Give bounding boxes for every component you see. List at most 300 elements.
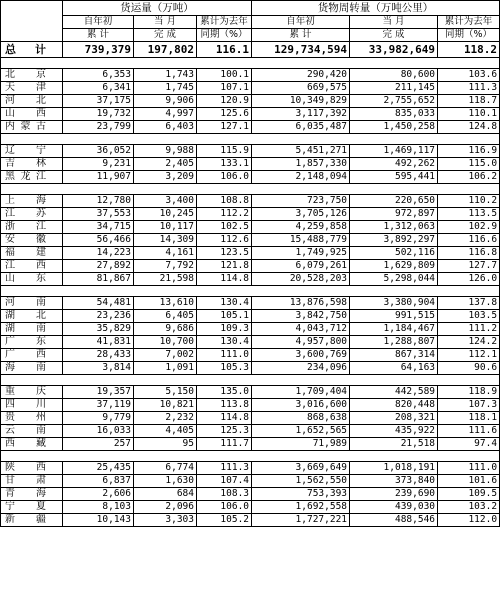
spacer-cell [63,134,134,145]
region-name: 青 海 [1,488,63,501]
cell: 12,780 [63,195,134,208]
cell: 120.9 [197,95,252,108]
cell: 6,403 [134,121,197,134]
cell: 81,867 [63,273,134,286]
spacer-cell [197,375,252,386]
region-name: 西 藏 [1,438,63,451]
spacer-cell [350,58,438,69]
table-row [1,121,500,134]
cell: 1,469,117 [350,145,438,158]
region-name: 山 东 [1,273,63,286]
region-name: 湖 北 [1,310,63,323]
table-row [1,145,500,158]
header-yoy-sub: 同期（%） [438,29,500,42]
cell: 108.3 [197,488,252,501]
spacer-cell [350,375,438,386]
cell: 116.1 [197,42,252,58]
cell: 4,043,712 [252,323,350,336]
header-ytd: 自年初 [63,16,134,29]
cell: 7,002 [134,349,197,362]
cell: 442,589 [350,386,438,399]
cell: 116.6 [438,234,500,247]
spacer-cell [197,286,252,297]
cell: 114.8 [197,273,252,286]
group-spacer [1,375,500,386]
region-name: 福 建 [1,247,63,260]
cell: 54,481 [63,297,134,310]
cell: 10,700 [134,336,197,349]
cell: 20,528,203 [252,273,350,286]
region-name: 新 疆 [1,514,63,527]
cell: 135.0 [197,386,252,399]
cell: 106.0 [197,171,252,184]
spacer-cell [350,286,438,297]
cell: 3,117,392 [252,108,350,121]
table-row [1,462,500,475]
cell: 23,799 [63,121,134,134]
table-row [1,425,500,438]
table-row [1,69,500,82]
table-row [1,95,500,108]
cell: 16,033 [63,425,134,438]
cell: 1,288,807 [350,336,438,349]
spacer-cell [252,58,350,69]
spacer-cell [63,286,134,297]
table-row [1,514,500,527]
header-freight-turnover: 货物周转量（万吨公里） [252,1,500,16]
cell: 6,837 [63,475,134,488]
cell: 1,652,565 [252,425,350,438]
region-name: 四 川 [1,399,63,412]
spacer-cell [438,58,500,69]
cell: 10,245 [134,208,197,221]
header-month-sub: 完 成 [350,29,438,42]
header-ytd-sub: 累 计 [252,29,350,42]
spacer-cell [252,375,350,386]
table-row [1,195,500,208]
cell: 3,209 [134,171,197,184]
total-row [1,42,500,58]
cell: 34,715 [63,221,134,234]
region-name: 辽 宁 [1,145,63,158]
table-row [1,297,500,310]
cell: 439,030 [350,501,438,514]
cell: 5,451,271 [252,145,350,158]
cell: 23,236 [63,310,134,323]
cell: 3,669,649 [252,462,350,475]
cell: 1,184,467 [350,323,438,336]
cell: 127.7 [438,260,500,273]
region-name: 黑龙江 [1,171,63,184]
cell: 10,821 [134,399,197,412]
cell: 121.8 [197,260,252,273]
spacer-cell [134,286,197,297]
spacer-cell [1,451,63,462]
cell: 4,259,858 [252,221,350,234]
cell: 115.9 [197,145,252,158]
cell: 101.6 [438,475,500,488]
cell: 19,732 [63,108,134,121]
cell: 3,600,769 [252,349,350,362]
spacer-cell [350,184,438,195]
cell: 373,840 [350,475,438,488]
table-row [1,336,500,349]
cell: 10,349,829 [252,95,350,108]
cell: 118.9 [438,386,500,399]
header-yoy-sub: 同期（%） [197,29,252,42]
cell: 133.1 [197,158,252,171]
region-name: 安 徽 [1,234,63,247]
region-name: 北 京 [1,69,63,82]
region-name: 天 津 [1,82,63,95]
cell: 835,033 [350,108,438,121]
cell: 21,518 [350,438,438,451]
cell: 25,435 [63,462,134,475]
cell: 2,755,652 [350,95,438,108]
table-row [1,323,500,336]
cell: 116.9 [438,145,500,158]
cell: 2,096 [134,501,197,514]
cell: 111.0 [197,349,252,362]
cell: 1,692,558 [252,501,350,514]
cell: 103.2 [438,501,500,514]
spacer-cell [438,286,500,297]
header-ytd: 自年初 [252,16,350,29]
cell: 109.5 [438,488,500,501]
cell: 8,103 [63,501,134,514]
cell: 105.1 [197,310,252,323]
cell: 103.6 [438,69,500,82]
region-name: 吉 林 [1,158,63,171]
region-name: 浙 江 [1,221,63,234]
cell: 6,405 [134,310,197,323]
cell: 1,630 [134,475,197,488]
cell: 123.5 [197,247,252,260]
cell: 6,035,487 [252,121,350,134]
cell: 111.0 [438,462,500,475]
cell: 3,400 [134,195,197,208]
cell: 127.1 [197,121,252,134]
cell: 1,745 [134,82,197,95]
region-name: 内蒙古 [1,121,63,134]
spacer-cell [438,134,500,145]
spacer-cell [438,451,500,462]
cell: 1,018,191 [350,462,438,475]
cell: 125.6 [197,108,252,121]
cell: 21,598 [134,273,197,286]
cell: 107.3 [438,399,500,412]
cell: 19,357 [63,386,134,399]
cell: 116.8 [438,247,500,260]
cell: 435,922 [350,425,438,438]
cell: 36,052 [63,145,134,158]
cell: 118.2 [438,42,500,58]
cell: 112.6 [197,234,252,247]
cell: 15,488,779 [252,234,350,247]
spacer-cell [350,451,438,462]
spacer-cell [134,375,197,386]
cell: 6,774 [134,462,197,475]
cell: 595,441 [350,171,438,184]
cell: 5,298,044 [350,273,438,286]
cell: 6,341 [63,82,134,95]
cell: 669,575 [252,82,350,95]
cell: 1,749,925 [252,247,350,260]
table-row [1,260,500,273]
cell: 820,448 [350,399,438,412]
cell: 3,705,126 [252,208,350,221]
total-label: 总 计 [1,42,63,58]
header-yoy: 累计为去年 [438,16,500,29]
cell: 4,161 [134,247,197,260]
table-row [1,438,500,451]
cell: 102.5 [197,221,252,234]
header-month: 当 月 [350,16,438,29]
cell: 64,163 [350,362,438,375]
cell: 2,606 [63,488,134,501]
cell: 1,091 [134,362,197,375]
cell: 111.2 [438,323,500,336]
table-row [1,488,500,501]
cell: 37,553 [63,208,134,221]
cell: 239,690 [350,488,438,501]
spacer-cell [197,58,252,69]
cell: 211,145 [350,82,438,95]
cell: 118.1 [438,412,500,425]
spacer-cell [252,184,350,195]
spacer-cell [197,134,252,145]
cell: 2,232 [134,412,197,425]
spacer-cell [63,375,134,386]
cell: 1,727,221 [252,514,350,527]
spacer-cell [134,184,197,195]
header-blank [1,1,63,42]
cell: 124.8 [438,121,500,134]
table-row [1,158,500,171]
region-name: 贵 州 [1,412,63,425]
cell: 100.1 [197,69,252,82]
cell: 112.1 [438,349,500,362]
cell: 9,231 [63,158,134,171]
region-name: 重 庆 [1,386,63,399]
cell: 1,709,404 [252,386,350,399]
cell: 1,450,258 [350,121,438,134]
cell: 111.3 [438,82,500,95]
cell: 9,686 [134,323,197,336]
table-row [1,310,500,323]
region-name: 湖 南 [1,323,63,336]
cell: 37,119 [63,399,134,412]
cell: 102.9 [438,221,500,234]
cell: 95 [134,438,197,451]
cell: 290,420 [252,69,350,82]
cell: 3,892,297 [350,234,438,247]
cell: 113.5 [438,208,500,221]
cell: 113.8 [197,399,252,412]
header-freight-volume: 货运量（万吨） [63,1,252,16]
cell: 130.4 [197,297,252,310]
cell: 114.8 [197,412,252,425]
group-spacer [1,184,500,195]
spacer-cell [252,134,350,145]
region-name: 甘 肃 [1,475,63,488]
region-name: 河 北 [1,95,63,108]
cell: 27,892 [63,260,134,273]
cell: 109.3 [197,323,252,336]
cell: 991,515 [350,310,438,323]
cell: 6,079,261 [252,260,350,273]
cell: 110.1 [438,108,500,121]
cell: 125.3 [197,425,252,438]
cell: 80,600 [350,69,438,82]
spacer-cell [1,286,63,297]
cell: 105.3 [197,362,252,375]
cell: 103.5 [438,310,500,323]
cell: 10,143 [63,514,134,527]
cell: 220,650 [350,195,438,208]
cell: 137.8 [438,297,500,310]
cell: 13,876,598 [252,297,350,310]
spacer-cell [134,134,197,145]
cell: 37,175 [63,95,134,108]
cell: 111.7 [197,438,252,451]
cell: 28,433 [63,349,134,362]
cell: 105.2 [197,514,252,527]
cell: 4,405 [134,425,197,438]
cell: 6,353 [63,69,134,82]
header-month: 当 月 [134,16,197,29]
cell: 14,223 [63,247,134,260]
cell: 5,150 [134,386,197,399]
group-spacer [1,451,500,462]
region-name: 云 南 [1,425,63,438]
table-row [1,234,500,247]
spacer-cell [1,375,63,386]
cell: 3,814 [63,362,134,375]
cell: 112.0 [438,514,500,527]
spacer-cell [252,451,350,462]
cell: 2,405 [134,158,197,171]
table-row [1,221,500,234]
cell: 867,314 [350,349,438,362]
cell: 723,750 [252,195,350,208]
cell: 106.0 [197,501,252,514]
region-name: 江 苏 [1,208,63,221]
cell: 110.2 [438,195,500,208]
cell: 11,907 [63,171,134,184]
region-name: 江 西 [1,260,63,273]
cell: 107.4 [197,475,252,488]
cell: 14,309 [134,234,197,247]
cell: 107.1 [197,82,252,95]
spacer-cell [197,184,252,195]
cell: 1,562,550 [252,475,350,488]
cell: 97.4 [438,438,500,451]
header-month-sub: 完 成 [134,29,197,42]
spacer-cell [63,451,134,462]
table-row [1,171,500,184]
cell: 9,779 [63,412,134,425]
group-spacer [1,286,500,297]
region-name: 山 西 [1,108,63,121]
cell: 9,988 [134,145,197,158]
cell: 9,906 [134,95,197,108]
spacer-cell [438,375,500,386]
table-row [1,501,500,514]
spacer-cell [1,184,63,195]
cell: 868,638 [252,412,350,425]
table-row [1,208,500,221]
spacer-cell [134,451,197,462]
cell: 3,303 [134,514,197,527]
table-row [1,349,500,362]
cell: 3,842,750 [252,310,350,323]
table-row [1,362,500,375]
cell: 10,117 [134,221,197,234]
spacer-cell [1,58,63,69]
cell: 972,897 [350,208,438,221]
table-row [1,247,500,260]
cell: 126.0 [438,273,500,286]
cell: 488,546 [350,514,438,527]
cell: 234,096 [252,362,350,375]
cell: 753,393 [252,488,350,501]
table-row [1,399,500,412]
header-ytd-sub: 累 计 [63,29,134,42]
spacer-cell [63,58,134,69]
cell: 257 [63,438,134,451]
spacer-cell [252,286,350,297]
cell: 111.3 [197,462,252,475]
region-name: 河 南 [1,297,63,310]
cell: 35,829 [63,323,134,336]
group-spacer [1,58,500,69]
cell: 90.6 [438,362,500,375]
cell: 739,379 [63,42,134,58]
cell: 129,734,594 [252,42,350,58]
cell: 56,466 [63,234,134,247]
spacer-cell [197,451,252,462]
region-name: 广 西 [1,349,63,362]
cell: 71,989 [252,438,350,451]
region-name: 陕 西 [1,462,63,475]
cell: 13,610 [134,297,197,310]
cell: 124.2 [438,336,500,349]
spacer-cell [438,184,500,195]
cell: 197,802 [134,42,197,58]
cell: 208,321 [350,412,438,425]
cell: 492,262 [350,158,438,171]
table-row [1,475,500,488]
table-row [1,412,500,425]
cell: 2,148,094 [252,171,350,184]
cell: 4,957,800 [252,336,350,349]
region-name: 广 东 [1,336,63,349]
cell: 41,831 [63,336,134,349]
region-name: 宁 夏 [1,501,63,514]
region-name: 上 海 [1,195,63,208]
cell: 108.8 [197,195,252,208]
table-row [1,82,500,95]
region-name: 海 南 [1,362,63,375]
spacer-cell [134,58,197,69]
cell: 111.6 [438,425,500,438]
cell: 1,312,063 [350,221,438,234]
table-row [1,273,500,286]
cell: 3,016,600 [252,399,350,412]
cell: 1,743 [134,69,197,82]
group-spacer [1,134,500,145]
